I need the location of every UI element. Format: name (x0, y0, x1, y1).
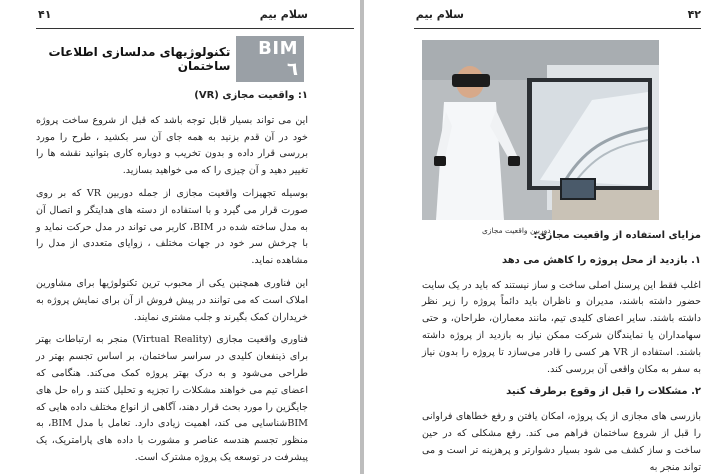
running-header-title: سلام بیم (259, 8, 308, 21)
left-body-text (36, 88, 308, 473)
right-page (364, 0, 719, 474)
chapter-badge: BIM ٦ (236, 36, 304, 82)
benefit-heading: ۱. بازدید از محل پروژه را کاهش می دهد (501, 254, 701, 266)
chapter-title: تکنولوژیهای مدلسازی اطلاعات ساختمان (48, 45, 231, 73)
header-rule (414, 28, 701, 29)
paragraph: این فناوری همچنین یکی از محبوب ترین تکنولوژیها برای مشاورین املاک است که می توانند در پیش فروش از آن برای نمایش پروژه به خریداران کمک بگیرند و جلب مشتری نمایند. (36, 277, 308, 323)
paragraph: بوسیله تجهیزات واقعیت مجازی از جمله دوربین VR که بر روی صورت قرار می گیرد و با استفاده از دسته های هدایتگر و اتصال آن به مدل ساخته شده در BIM، کاربر می تواند در مدل حرکت نماید و با چرخش سر خود در جهات مختلف ، زوایای متعددی از مدل را مشاهده نماید. (36, 187, 308, 267)
benefit-body: بازرسی های مجازی از یک پروژه، امکان یافتن و رفع خطاهای فراوانی را قبل از شروع ساختمان فراهم می کند. رفع مشکلی که در حین ساخت و ساز کشف می شود بسیار دشوارتر و پرهزینه تر است و می تواند منجر به (422, 411, 701, 473)
page-number: ۴۲ (687, 8, 701, 21)
section-heading: ۱: واقعیت مجازی (VR) (194, 90, 308, 101)
vr-headset-photo (422, 40, 659, 220)
benefit-heading: ۲. مشکلات را قبل از وقوع برطرف کنید (506, 386, 701, 398)
benefit-body: اغلب فقط این پرسنل اصلی ساخت و ساز نیستند که باید در یک سایت حضور داشته باشند، مدیران و ناظران باید دائماً پروژه را زیر نظر داشته باشند. سایر اعضای کلیدی تیم، مانند معماران، طراحان، و حتی سهامداران یا نمایندگان شرکت ممکن نیاز به بازدید از پروژه داشته باشند. استفاده از VR هر کسی را قادر می‌سازد تا پروژه را بدون نیاز به سفر به مکان واقعی آن بررسی کند. (422, 279, 701, 375)
header-rule (36, 28, 354, 29)
right-body-text (422, 228, 701, 474)
page-number: ۴۱ (38, 8, 52, 21)
running-header-title: سلام بیم (415, 8, 464, 21)
photo-caption: دوربین واقعیت مجازی (482, 226, 551, 235)
paragraph: این می تواند بسیار قابل توجه باشد که قبل از شروع ساخت پروژه خود در آن قدم بزنید به همه جای آن سر بکشید ، طرح را مورد بررسی قرار داده و بدون تخریب و دوباره کاری بتوانید نقشه ها را تغییر دهید و آن چیزی را که می خواهید بسازید. (36, 114, 308, 177)
chapter-heading (0, 38, 304, 80)
paragraph: فناوری واقعیت مجازی (Virtual Reality) منجر به ارتباطات بهتر برای ذینفعان کلیدی در سراسر ساختمان، بر اساس تجسم بهتر در طراحی می‌شود و به درک بهتر پروژه کمک می‌کند. هنگامی که اعضای تیم می خواهند مشکلات را تجزیه و تحلیل کنند و راه حل های جایگزین را مورد بحث قرار دهند، آگاهی از انواع مختلف داده هایی که BIMشناسایی می کند، اهمیت زیادی دارد. تعامل با مدل BIM، به منظور تجسم هندسه عناصر و مشورت با داده های پارامتریک، یک پیشرفت در توسعه یک پروژه مشترک است. (36, 334, 308, 463)
benefits-intro: مزایای استفاده از واقعیت مجازی: (533, 230, 701, 241)
